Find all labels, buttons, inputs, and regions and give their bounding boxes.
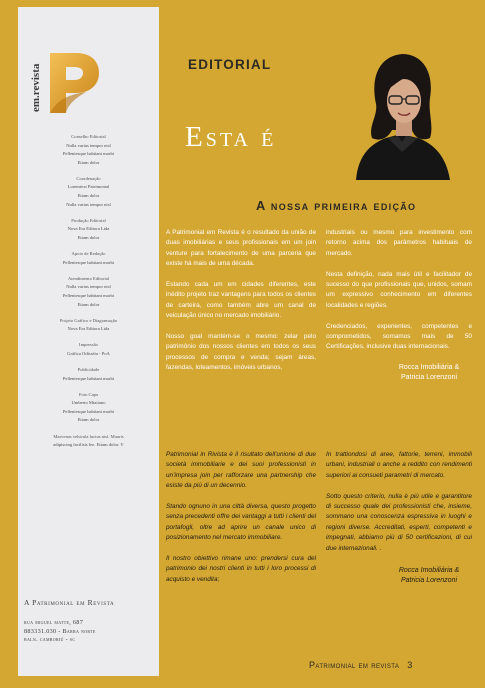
body-paragraph: industriais ou mesmo para investimento com retorno acima dos parâmetros habituais de mercado. <box>326 229 472 257</box>
credit-line: Etiam dolor <box>77 159 100 165</box>
credit-heading: Coordenação <box>76 175 101 181</box>
body-paragraph: Estando cada um em cidades diferentes, este inédito projeto traz vantagens para todos os clientes de carteira, como também abre um canal de veiculação único no mercado imobiliário. <box>166 281 316 320</box>
credit-heading: Foto Capa <box>78 391 98 397</box>
section-label: EDITORIAL <box>188 57 272 72</box>
brand-wordmark <box>28 54 44 116</box>
credits-list <box>18 133 159 457</box>
body-paragraph: Il nostro obiettivo rimane uno: prendersi cura del patrimonio dei nostri clienti in tutti i loro processi di acquisto e vendita; <box>166 555 316 583</box>
signature-line: Rocca Imobiliária & <box>398 567 460 575</box>
credit-block <box>18 391 159 425</box>
author-portrait <box>346 46 456 180</box>
credit-line: Etiam dolor <box>77 301 100 307</box>
credit-line: Nulla varius tempor nisl <box>66 284 111 290</box>
body-paragraph: Nesta definição, nada mais útil e facilitador de sucesso do que profissionais que, unidos, somam um expressivo conhecimento em diferentes localidades e regiões. <box>326 270 472 309</box>
credit-block <box>18 175 159 209</box>
credit-heading: Projeto Gráfico e Diagramação <box>59 317 118 323</box>
publisher-info <box>24 598 156 645</box>
credit-line: Etiam dolor <box>77 234 100 240</box>
credit-line: Umberto Miatiano <box>71 400 106 406</box>
credit-line: Etiam dolor <box>77 417 100 423</box>
credit-block <box>18 317 159 334</box>
body-it-column-2 <box>326 450 472 586</box>
magazine-name: Patrimonial em revista <box>309 660 400 670</box>
body-paragraph: A Patrimonial em Revista é o resultado da união de duas imobiliárias e seus profissionais em um join venture para fortalecimento de uma parceria que existe há mais de uma década. <box>166 229 316 268</box>
page-number: 3 <box>407 660 413 670</box>
credit-line: Gráfica Odisséia - PoA <box>67 350 110 356</box>
signature <box>386 363 472 383</box>
signature-line: Rocca Imobiliária & <box>398 364 460 372</box>
publisher-address <box>24 619 156 645</box>
credit-heading: Atendimento Editorial <box>67 275 110 281</box>
page-subtitle: A nossa primeira edição <box>256 198 417 213</box>
credit-line: Pellentesque habitant morbi <box>62 151 115 157</box>
body-paragraph: Sotto questo criterio, nulla è più utile e garantitore di successo quale dei professionisti che, insieme, sommano una conoscenza espressiva in luoghi e regioni diverse. Accreditati, esperti, competenti e impegnati, abbiamo più di 50 certificazioni, di cui due internazionali. . <box>326 492 472 552</box>
signature-line: Patricia Lorenzoni <box>400 374 458 382</box>
page-title: Esta é <box>185 121 277 153</box>
credit-line: Nulla varius tempor nisl <box>66 201 111 207</box>
credit-block <box>18 217 159 243</box>
page-footer <box>309 660 413 670</box>
credit-block <box>18 366 159 383</box>
brand-wordmark-text: em.revista <box>30 63 42 112</box>
brand-logo-icon <box>46 50 102 116</box>
credit-block <box>18 275 159 309</box>
body-paragraph: In trattiondosi di aree, fattorie, terreni, immobili urbani, industriali o anche a reddito con rendimenti superiori ai consueti parametri di mercato. <box>326 451 472 479</box>
credit-line: Loremtext Patrimonial <box>67 184 110 190</box>
signature-line: Patricia Lorenzoni <box>400 576 458 584</box>
credit-line: Etiam dolor <box>77 193 100 199</box>
credit-block <box>18 133 159 167</box>
credit-block <box>18 341 159 358</box>
body-pt-column-1 <box>166 228 316 384</box>
body-paragraph: Stando ognuno in una città diversa, questo progetto senza precedenti offre dei vantaggi a tutti i clienti del portafogli, oltre ad aprire un canale unico di posizionamento nel mercato immobiliare. <box>166 503 316 542</box>
credit-heading: Maecenas vehicula luctus nisl. Mauris <box>53 433 124 439</box>
credit-line: Pellentesque habitant morbi <box>62 375 115 381</box>
credit-line: Nulla varius tempor nisl <box>66 142 111 148</box>
address-line: baln. camboriú - sc <box>24 636 76 643</box>
body-paragraph: Patrimonial in Rivista è il risultato dell'unione di due società immobiliarie e dei suoi professionisti in un'impresa join per rafforzare una partnership che esiste da più di un decennio. <box>166 451 316 490</box>
body-paragraph: Credenciados, experientes, competentes e comprometidos, somamos mais de 50 Certificações, inclusive duas internacionais. <box>326 322 472 351</box>
credit-block <box>18 250 159 267</box>
signature <box>386 566 472 586</box>
body-it-column-1 <box>166 450 316 596</box>
credit-line: Nova Era Editora Ltda <box>67 326 110 332</box>
address-line: rua miguel matte, 687 <box>24 619 84 626</box>
credit-heading: Produção Editorial <box>71 217 106 223</box>
credit-line: Nova Era Editora Ltda <box>67 226 110 232</box>
credit-line: adipiscing facilisis leo. Etiam dolor. V <box>53 442 124 448</box>
publisher-name: A Patrimonial em Revista <box>24 598 115 607</box>
address-line: 883331.030 - Barra norte <box>24 627 96 635</box>
body-paragraph: Nosso goal mantém-se o mesmo: zelar pelo patrimônio dos nossos clientes em todos os seus processos de compra e venda; sejam áreas, fazendas, loteamentos, imóveis urbanos, <box>166 333 316 372</box>
credit-heading: Impressão <box>79 342 98 348</box>
credit-heading: Publicidade <box>77 366 100 372</box>
credit-line: Pellentesque habitant morbi <box>62 292 115 298</box>
credit-line: Pellentesque habitant morbi <box>62 408 115 414</box>
credit-heading: Conselho Editorial <box>71 134 106 139</box>
body-pt-column-2 <box>326 228 472 383</box>
credit-line: Pellentesque habitant morbi <box>62 259 115 265</box>
credit-block <box>18 433 159 450</box>
credit-heading: Apoio de Redação <box>71 251 106 257</box>
